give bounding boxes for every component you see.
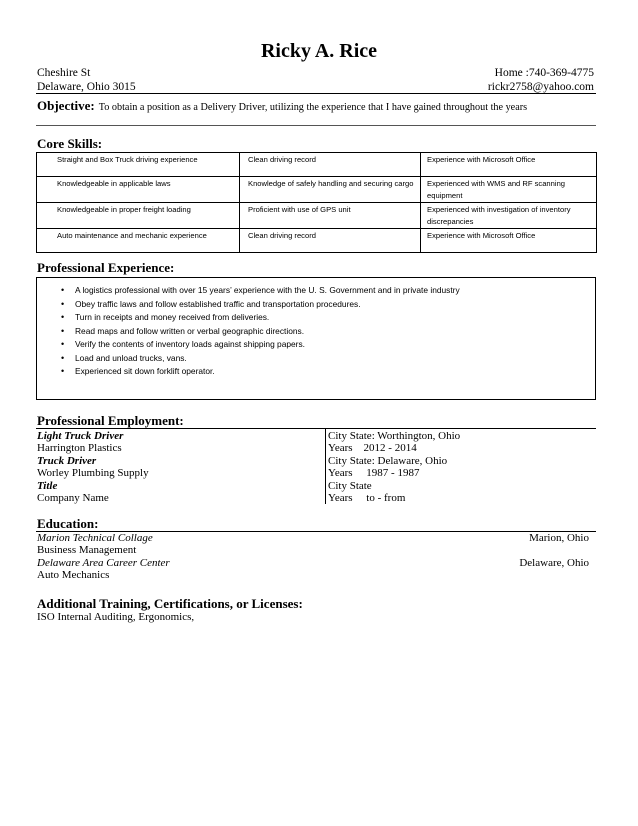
job-location: City State — [328, 479, 372, 492]
job-title: Title — [37, 479, 58, 492]
job-years: Years to - from — [328, 492, 406, 504]
core-skills-heading: Core Skills: — [37, 136, 103, 151]
home-phone: Home :740-369-4775 — [494, 67, 594, 79]
list-item: • Read maps and follow written or verbal geographic directions. — [61, 325, 460, 339]
job-years: Years 1987 - 1987 — [328, 467, 420, 480]
skill-cell: Straight and Box Truck driving experience — [37, 153, 240, 177]
job-title: Truck Driver — [37, 454, 97, 467]
job-company: Harrington Plastics — [37, 442, 122, 455]
city-state-zip: Delaware, Ohio 3015 — [37, 81, 136, 93]
school-name: Marion Technical Collage — [37, 532, 153, 544]
employment-divider — [36, 428, 596, 429]
objective-text: To obtain a position as a Delivery Driver, utilizing the experience that I have gained throughout the years — [98, 102, 528, 113]
list-item: • Turn in receipts and money received from deliveries. — [61, 311, 460, 325]
skill-cell: Clean driving record — [240, 153, 421, 177]
job-location: City State: Delaware, Ohio — [328, 454, 448, 467]
list-item: • A logistics professional with over 15 years’ experience with the U. S. Government and in private industry — [61, 284, 460, 298]
skill-cell: Proficient with use of GPS unit — [240, 203, 421, 229]
header-divider — [36, 93, 596, 94]
experience-box — [36, 277, 596, 400]
job-company: Worley Plumbing Supply — [37, 467, 149, 480]
street-address: Cheshire St — [37, 67, 91, 79]
school-location: Marion, Ohio — [529, 532, 589, 544]
skill-cell: Experience with Microsoft Office — [421, 229, 597, 253]
skill-cell: Clean driving record — [240, 229, 421, 253]
experience-list — [61, 284, 460, 379]
job-company: Company Name — [37, 492, 109, 504]
employment-column-divider — [325, 428, 326, 504]
job-location: City State: Worthington, Ohio — [328, 430, 461, 442]
employment-heading: Professional Employment: — [37, 413, 184, 428]
list-item: • Experienced sit down forklift operator. — [61, 365, 460, 379]
school-location: Delaware, Ohio — [519, 556, 589, 569]
objective-section — [37, 97, 527, 115]
skill-cell: Experience with Microsoft Office — [421, 153, 597, 177]
skill-cell: Experienced with WMS and RF scanning equipment — [421, 177, 597, 203]
school-program: Auto Mechanics — [37, 569, 110, 582]
skill-cell: Experienced with investigation of inventory discrepancies — [421, 203, 597, 229]
skill-cell: Knowledge of safely handling and securing cargo — [240, 177, 421, 203]
skills-row — [37, 177, 597, 203]
school-program: Business Management — [37, 544, 137, 557]
core-skills-table — [36, 152, 597, 253]
skill-cell: Auto maintenance and mechanic experience — [37, 229, 240, 253]
skills-row — [37, 203, 597, 229]
list-item: • Load and unload trucks, vans. — [61, 352, 460, 366]
skills-row — [37, 153, 597, 177]
skills-row — [37, 229, 597, 253]
objective-label: Objective: — [37, 98, 95, 113]
list-item: • Verify the contents of inventory loads against shipping papers. — [61, 338, 460, 352]
list-item: • Obey traffic laws and follow established traffic and transportation procedures. — [61, 298, 460, 312]
skill-cell: Knowledgeable in proper freight loading — [37, 203, 240, 229]
experience-heading: Professional Experience: — [37, 260, 175, 275]
job-years: Years 2012 - 2014 — [328, 442, 417, 455]
candidate-name: Ricky A. Rice — [260, 40, 378, 62]
school-name: Delaware Area Career Center — [37, 556, 170, 569]
training-heading: Additional Training, Certifications, or Licenses: — [37, 596, 303, 611]
job-title: Light Truck Driver — [37, 430, 124, 442]
education-heading: Education: — [37, 516, 99, 531]
email-address: rickr2758@yahoo.com — [487, 81, 594, 93]
skill-cell: Knowledgeable in applicable laws — [37, 177, 240, 203]
objective-divider — [36, 125, 596, 126]
training-text: ISO Internal Auditing, Ergonomics, — [37, 611, 195, 623]
